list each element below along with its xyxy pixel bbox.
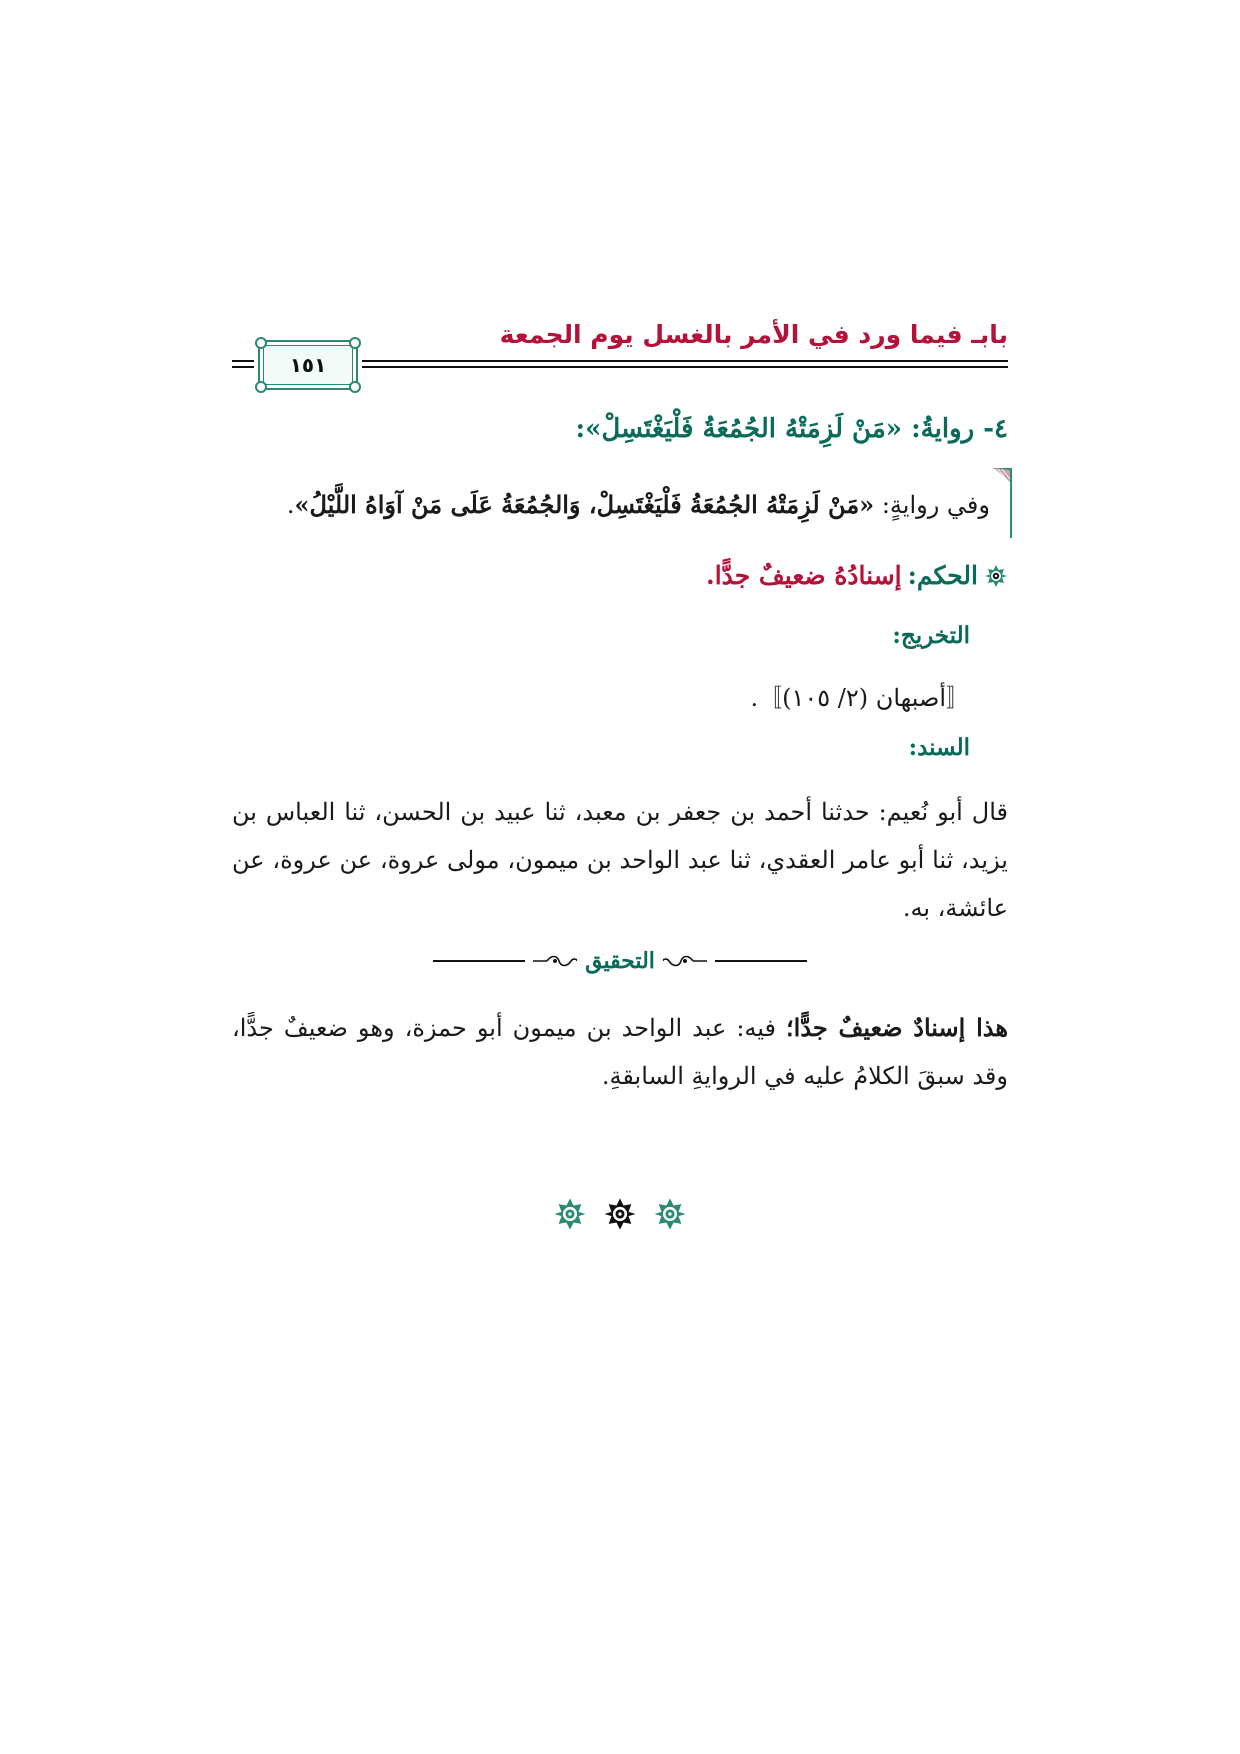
side-corner-ornament-icon <box>990 468 1012 538</box>
sanad-paragraph: قال أبو نُعيم: حدثنا أحمد بن جعفر بن معبد، ثنا عبيد بن الحسن، ثنا العباس بن يزيد، ثنا أبو عامر العقدي، ثنا عبد الواحد بن ميمون، مولى عروة، عن عروة، عن عائشة، به. <box>232 798 1008 922</box>
variant-suffix: . <box>286 491 295 519</box>
frame-corner-ornament <box>255 381 267 393</box>
divider-line-right <box>715 960 807 962</box>
tahqiq-divider <box>232 944 1008 978</box>
flower-ornament-icon <box>984 564 1008 588</box>
variant-narration <box>287 490 990 519</box>
ruling-label: الحكم: <box>907 561 978 590</box>
flower-ornament-icon <box>603 1197 637 1231</box>
page-number-frame <box>258 340 358 390</box>
tahqiq-paragraph <box>232 1004 1008 1100</box>
flower-ornament-icon <box>553 1197 587 1231</box>
frame-corner-ornament <box>349 337 361 349</box>
narration-heading: ٤- روايةُ: «مَنْ لَزِمَتْهُ الجُمُعَةُ فَلْيَغْتَسِلْ»: <box>575 414 1008 444</box>
header-rule-stub-bottom <box>232 366 254 368</box>
flourish-icon <box>533 953 577 969</box>
ruling-line <box>706 561 1008 590</box>
tahqiq-heading: التحقيق <box>585 948 655 974</box>
header-rule-line-top <box>362 360 1008 362</box>
flourish-icon <box>663 953 707 969</box>
divider-line-left <box>433 960 525 962</box>
sanad-heading: السند: <box>908 734 970 761</box>
frame-corner-ornament <box>349 381 361 393</box>
end-of-section-ornaments <box>520 1194 720 1234</box>
frame-corner-ornament <box>255 337 267 349</box>
page-number: ١٥١ <box>289 353 327 377</box>
takhrij-reference: 〚أصبهان (٢/ ١٠٥)〛. <box>750 684 970 712</box>
tahqiq-verdict: هذا إسنادٌ ضعيفٌ جدًّا؛ <box>786 1013 1008 1042</box>
chapter-title: بابـ فيما ورد في الأمر بالغسل يوم الجمعة <box>499 320 1008 349</box>
tahqiq-text: فيه: عبد الواحد بن ميمون أبو حمزة، وهو ضعيفٌ جدًّا، وقد سبقَ الكلامُ عليه في الروايةِ السابقةِ. <box>232 1014 1008 1090</box>
takhrij-heading: التخريج: <box>892 622 970 649</box>
flower-ornament-icon <box>653 1197 687 1231</box>
header-rule-stub-top <box>232 360 254 362</box>
variant-hadith-text: «مَنْ لَزِمَتْهُ الجُمُعَةُ فَلْيَغْتَسِلْ، وَالجُمُعَةُ عَلَى مَنْ آوَاهُ اللَّيْلُ» <box>294 490 875 519</box>
header-rule-line-bottom <box>362 366 1008 368</box>
variant-prefix: وفي روايةٍ: <box>874 491 990 519</box>
ruling-value: إسنادُهُ ضعيفٌ جدًّا. <box>705 561 902 590</box>
